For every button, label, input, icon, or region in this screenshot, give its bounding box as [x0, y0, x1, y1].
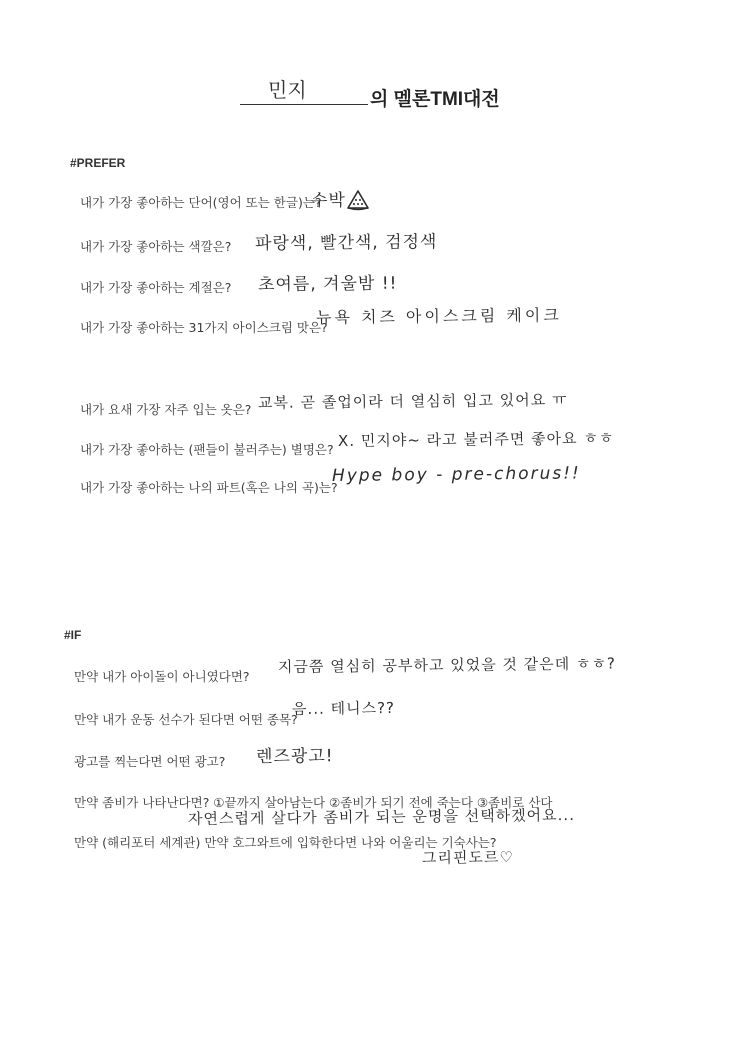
section-label-if: #IF: [64, 628, 82, 642]
answer-favorite-color: 파랑색, 빨간색, 검정색: [254, 232, 438, 254]
answer-frequent-outfit: 교복. 곧 졸업이라 더 열심히 입고 있어요 ㅠ: [257, 390, 568, 412]
question-favorite-part: 내가 가장 좋아하는 나의 파트(혹은 나의 곡)는?: [80, 480, 338, 495]
question-favorite-word: 내가 가장 좋아하는 단어(영어 또는 한글)는?: [80, 195, 322, 210]
answer-if-zombie: 자연스럽게 살다가 좀비가 되는 운명을 선택하겠어요...: [187, 805, 576, 828]
answer-favorite-icecream: 뉴욕 치즈 아이스크림 케이크: [315, 305, 562, 327]
question-favorite-season: 내가 가장 좋아하는 계절은?: [80, 280, 232, 295]
question-favorite-nickname: 내가 가장 좋아하는 (팬들이 불러주는) 별명은?: [80, 442, 334, 457]
question-if-not-idol: 만약 내가 아이돌이 아니였다면?: [74, 669, 250, 684]
page-title: 의 멜론TMI대전: [370, 89, 500, 110]
member-name: 민지: [268, 78, 307, 102]
question-if-hogwarts: 만약 (해리포터 세계관) 만약 호그와트에 입학한다면 나와 어울리는 기숙사는?: [74, 835, 497, 850]
section-label-prefer: #PREFER: [70, 156, 126, 170]
answer-if-hogwarts: 그리핀도르♡: [421, 848, 515, 867]
answer-favorite-word: 수박: [310, 190, 346, 211]
question-if-commercial: 광고를 찍는다면 어떤 광고?: [74, 754, 226, 769]
answer-if-commercial: 렌즈광고!: [255, 746, 334, 767]
name-underline: [240, 104, 368, 105]
question-if-athlete: 만약 내가 운동 선수가 된다면 어떤 종목?: [74, 712, 298, 727]
answer-favorite-season: 초여름, 겨울밤 !!: [257, 273, 398, 295]
question-favorite-icecream: 내가 가장 좋아하는 31가지 아이스크림 맛은?: [80, 320, 328, 335]
question-frequent-outfit: 내가 요새 가장 자주 입는 옷은?: [80, 402, 252, 417]
answer-if-athlete: 음... 테니스??: [291, 698, 396, 718]
question-favorite-color: 내가 가장 좋아하는 색깔은?: [80, 239, 232, 254]
answer-favorite-nickname: X. 민지야~ 라고 불러주면 좋아요 ㅎㅎ: [337, 429, 615, 450]
watermelon-icon: [345, 188, 371, 212]
answer-favorite-part: Hype boy - pre-chorus!!: [331, 463, 581, 486]
question-if-zombie: 만약 좀비가 나타난다면? ①끝까지 살아남는다 ②좀비가 되기 전에 죽는다 ③좀비로 산다: [74, 795, 553, 810]
answer-if-not-idol: 지금쯤 열심히 공부하고 있었을 것 같은데 ㅎㅎ?: [277, 654, 616, 676]
